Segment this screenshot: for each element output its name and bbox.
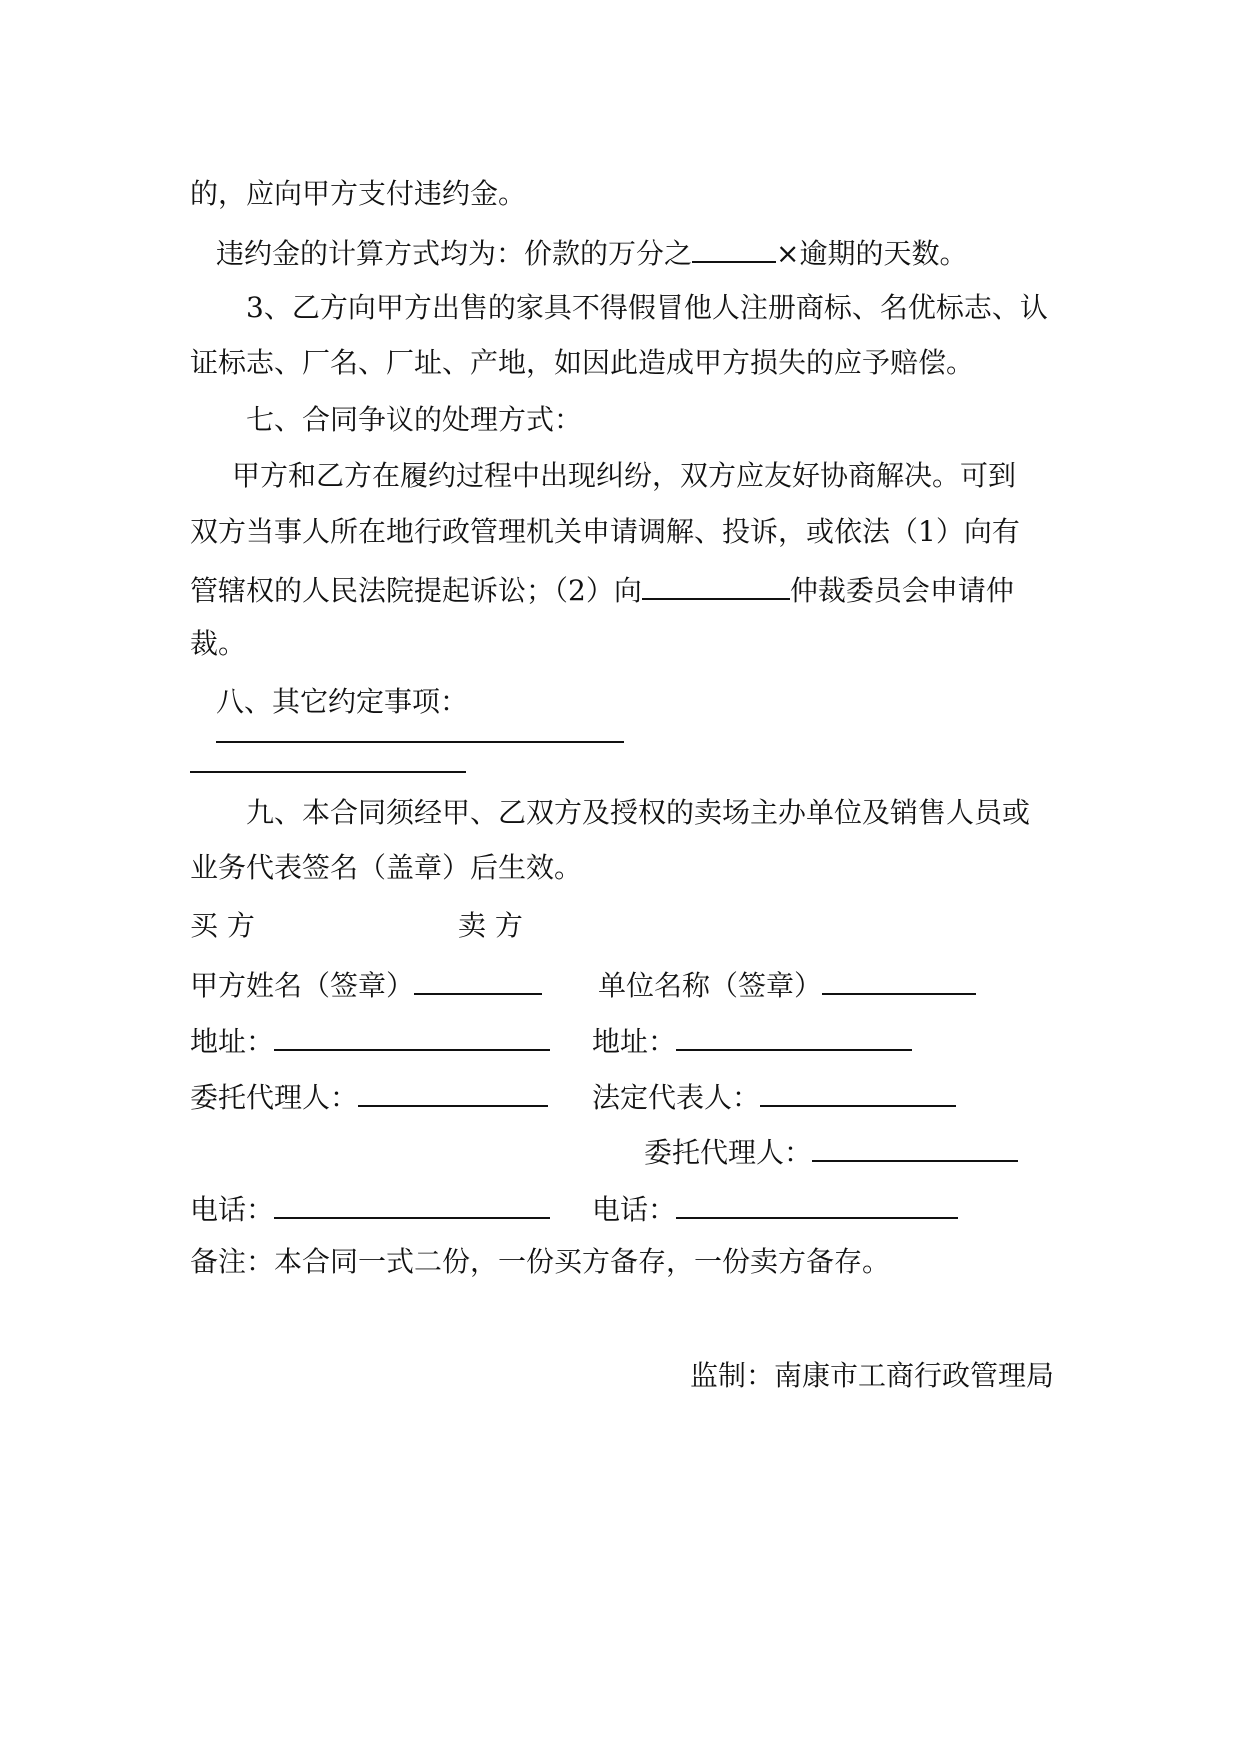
- section-9-number: 九: [246, 796, 275, 829]
- section-7-line4: 裁。: [190, 627, 247, 660]
- buyer-name-label: 甲方姓名（签章）: [190, 969, 415, 1002]
- buyer-address-label: 地址：: [190, 1025, 275, 1058]
- section-7-heading: 七、合同争议的处理方式：: [246, 403, 583, 436]
- penalty-calc-text: 违约金的计算方式均为：价款的万分之: [216, 237, 693, 270]
- seller-agent-field: [644, 1132, 1018, 1171]
- seller-agent-blank[interactable]: [812, 1132, 1018, 1162]
- section-7-line3: [190, 570, 1060, 609]
- section-7-line2: 双方当事人所在地行政管理机关申请调解、投诉，或依法（1）向有: [190, 515, 1020, 548]
- arbitration-committee-blank[interactable]: [642, 570, 790, 600]
- buyer-phone-blank[interactable]: [274, 1189, 550, 1219]
- note: 备注：本合同一式二份，一份买方备存，一份卖方备存。: [190, 1245, 891, 1278]
- seller-address-label: 地址：: [592, 1025, 677, 1058]
- seller-phone-field: [592, 1189, 958, 1228]
- penalty-rate-blank[interactable]: [692, 233, 776, 263]
- buyer-agent-label: 委托代理人：: [190, 1081, 359, 1114]
- seller-legal-rep-blank[interactable]: [760, 1077, 956, 1107]
- buyer-name-field: [190, 965, 542, 1004]
- paragraph-continuation: 的，应向甲方支付违约金。: [190, 177, 527, 210]
- section-8-heading: 八、其它约定事项：: [216, 685, 469, 718]
- seller-unit-label: 单位名称（签章）: [598, 969, 823, 1002]
- seller-legal-rep-field: [592, 1077, 956, 1116]
- seller-address-blank[interactable]: [676, 1021, 912, 1051]
- clause-3-line1: 3、乙方向甲方出售的家具不得假冒他人注册商标、名优标志、认: [246, 291, 1048, 324]
- seller-label: 卖 方: [458, 909, 523, 942]
- seller-legal-rep-label: 法定代表人：: [592, 1081, 761, 1114]
- other-terms-blank-2[interactable]: [190, 771, 466, 773]
- penalty-calc-suffix: ×逾期的天数。: [776, 237, 968, 270]
- section-9-text: 、本合同须经甲、乙双方及授权的卖场主办单位及销售人员或: [274, 796, 1031, 829]
- buyer-phone-label: 电话：: [190, 1193, 275, 1226]
- penalty-calc-line: [216, 233, 1086, 272]
- clause-3-line2: 证标志、厂名、厂址、产地，如因此造成甲方损失的应予赔偿。: [190, 346, 975, 379]
- seller-phone-label: 电话：: [592, 1193, 677, 1226]
- seller-phone-blank[interactable]: [676, 1189, 958, 1219]
- section-7-line3-text: 管辖权的人民法院提起诉讼；（2）向: [190, 574, 642, 607]
- section-7-line3-suffix: 仲裁委员会申请仲: [789, 574, 1014, 607]
- buyer-agent-blank[interactable]: [358, 1077, 548, 1107]
- supervisor: 监制：南康市工商行政管理局: [689, 1359, 1054, 1392]
- section-7-line1: 甲方和乙方在履约过程中出现纠纷，双方应友好协商解决。可到: [232, 459, 1017, 492]
- buyer-phone-field: [190, 1189, 550, 1228]
- buyer-address-blank[interactable]: [274, 1021, 550, 1051]
- section-9-line1: [246, 795, 1116, 831]
- buyer-address-field: [190, 1021, 550, 1060]
- buyer-agent-field: [190, 1077, 548, 1116]
- buyer-label: 买 方: [190, 909, 255, 942]
- seller-unit-blank[interactable]: [822, 965, 976, 995]
- buyer-name-blank[interactable]: [414, 965, 542, 995]
- section-9-line2: 业务代表签名（盖章）后生效。: [190, 851, 583, 884]
- seller-unit-field: [598, 965, 976, 1004]
- other-terms-blank-1[interactable]: [216, 741, 624, 743]
- seller-agent-label: 委托代理人：: [644, 1136, 813, 1169]
- seller-address-field: [592, 1021, 912, 1060]
